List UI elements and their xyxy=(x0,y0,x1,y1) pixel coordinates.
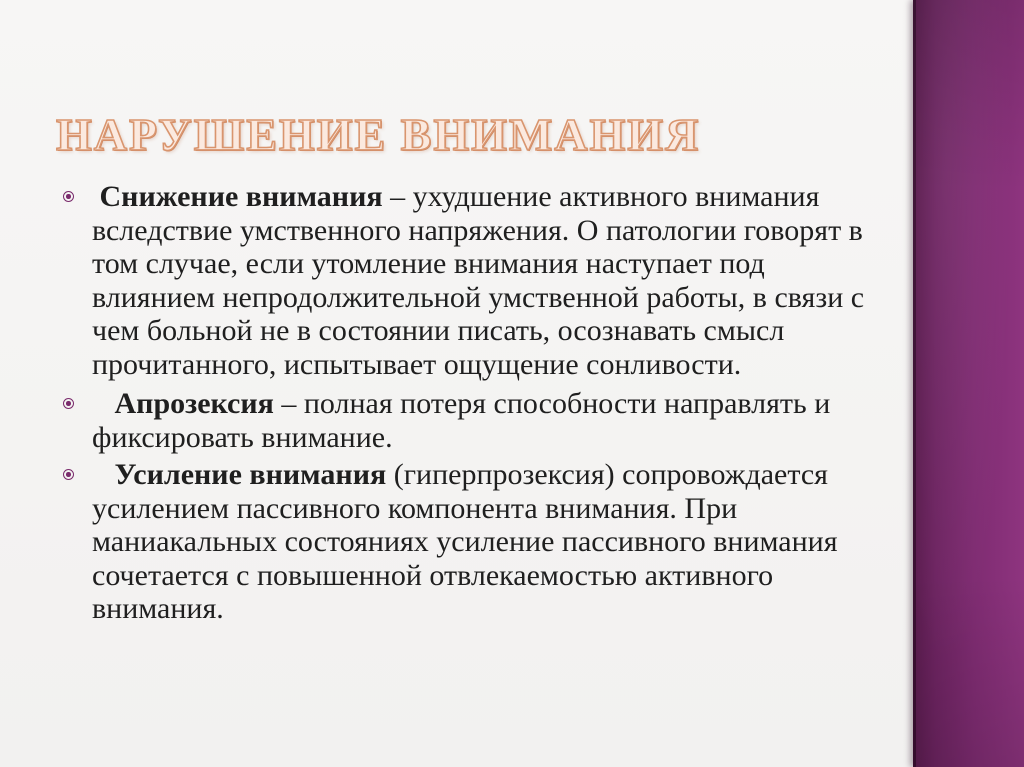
side-decoration-band xyxy=(913,0,1024,767)
definition-text: (гиперпрозексия) сопровождается усилением пассивного компонента внимания. При маниакальных состояниях усиление пассивного внимания сочетается с повышенной отвлекаемостью активного внимания. xyxy=(92,458,838,625)
term-label: Снижение внимания xyxy=(99,180,383,213)
term-label: Усиление внимания xyxy=(114,458,387,491)
list-item xyxy=(56,387,876,454)
term-label: Апрозексия xyxy=(114,387,274,420)
bullet-icon xyxy=(63,398,74,409)
bullet-lead xyxy=(92,387,115,420)
definition-text: – ухудшение активного внимания вследствие умственного напряжения. О патологии говорят в том случае, если утомление внимания наступает под влиянием непродолжительной умственной работы, в связи с чем больной не в состоянии писать, осознавать смысл прочитанного, испытывает ощущение сонливости. xyxy=(92,180,865,381)
bullet-icon xyxy=(63,191,74,202)
definition-text: – полная потеря способности направлять и фиксировать внимание. xyxy=(92,387,831,454)
bullet-icon xyxy=(63,469,74,480)
list-item xyxy=(56,458,876,626)
bullet-lead xyxy=(92,458,115,491)
bullet-lead xyxy=(92,180,100,213)
list-item xyxy=(56,180,876,381)
slide-title: НАРУШЕНИЕ ВНИМАНИЯ xyxy=(56,109,701,160)
bullet-list xyxy=(56,180,876,628)
